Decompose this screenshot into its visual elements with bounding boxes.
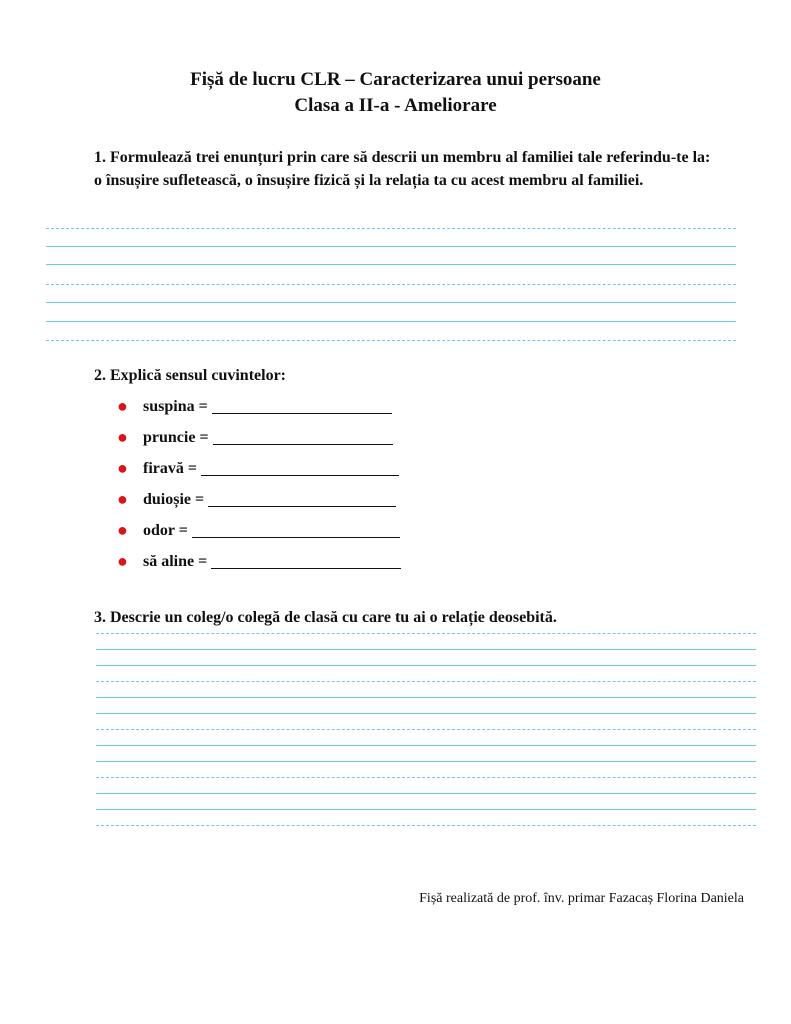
list-item (117, 427, 401, 458)
answer-blank[interactable] (208, 489, 396, 507)
vocabulary-list (117, 396, 401, 582)
list-item (117, 458, 401, 489)
vocabulary-term: pruncie = (143, 429, 209, 446)
writing-line (46, 228, 736, 229)
list-item (117, 520, 401, 551)
bullet-icon: ● (117, 520, 128, 540)
exercise-1-prompt: 1. Formulează trei enunțuri prin care să descrii un membru al familiei tale referindu-te la: o însușire sufletească, o însușire fizică și la relația ta cu acest membru al familiei. (94, 149, 711, 189)
list-item (117, 489, 401, 520)
bullet-icon: ● (117, 458, 128, 478)
writing-line (96, 633, 756, 634)
author-credit: Fișă realizată de prof. înv. primar Fazacaș Florina Daniela (419, 891, 744, 906)
writing-line (96, 825, 756, 826)
writing-line (96, 761, 756, 762)
writing-line (46, 302, 736, 303)
writing-line (46, 246, 736, 247)
writing-line (96, 665, 756, 666)
writing-line (96, 793, 756, 794)
writing-line (96, 745, 756, 746)
writing-line (96, 697, 756, 698)
answer-blank[interactable] (213, 427, 393, 445)
writing-line (46, 321, 736, 322)
writing-line (96, 713, 756, 714)
vocabulary-term: firavă = (143, 460, 197, 477)
list-item (117, 396, 401, 427)
bullet-icon: ● (117, 396, 128, 416)
vocabulary-term: duioșie = (143, 491, 205, 508)
bullet-icon: ● (117, 489, 128, 509)
exercise-3-prompt: 3. Descrie un coleg/o colegă de clasă cu care tu ai o relație deosebită. (94, 609, 557, 626)
writing-line (96, 809, 756, 810)
answer-blank[interactable] (192, 520, 400, 538)
exercise-2-prompt: 2. Explică sensul cuvintelor: (94, 367, 287, 384)
writing-line (96, 649, 756, 650)
writing-line (96, 681, 756, 682)
answer-blank[interactable] (201, 458, 399, 476)
bullet-icon: ● (117, 427, 128, 447)
bullet-icon: ● (117, 551, 128, 571)
writing-line (46, 264, 736, 265)
worksheet-subtitle: Clasa a II-a - Ameliorare (294, 95, 497, 116)
worksheet-title: Fișă de lucru CLR – Caracterizarea unui persoane (190, 69, 601, 90)
vocabulary-term: odor = (143, 522, 188, 539)
list-item (117, 551, 401, 582)
vocabulary-term: să aline = (143, 553, 208, 570)
writing-line (46, 340, 736, 341)
answer-blank[interactable] (211, 551, 401, 569)
writing-line (96, 777, 756, 778)
writing-line (46, 284, 736, 285)
vocabulary-term: suspina = (143, 398, 208, 415)
answer-blank[interactable] (212, 396, 392, 414)
writing-line (96, 729, 756, 730)
